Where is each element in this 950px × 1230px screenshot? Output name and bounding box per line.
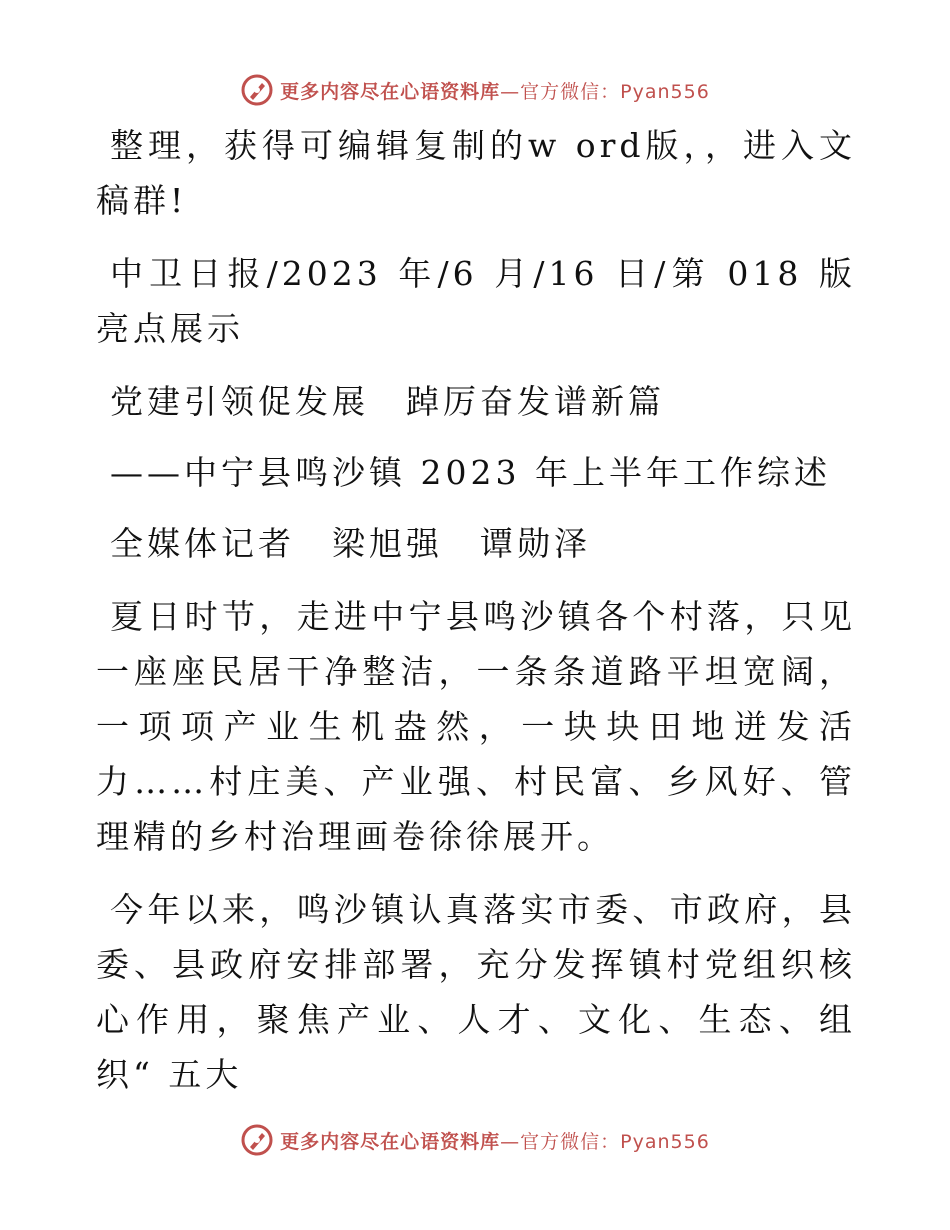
brand-logo-icon <box>240 1123 274 1157</box>
body-paragraph: 夏日时节，走进中宁县鸣沙镇各个村落，只见一座座民居干净整洁，一条条道路平坦宽阔，一项项产业生机盎然，一块块田地迸发活力……村庄美、产业强、村民富、乡风好、管理精的乡村治理画卷徐徐展开。 <box>96 597 856 856</box>
intro-line: 整理，获得可编辑复制的w ord版，，进入文稿群! <box>96 126 856 220</box>
body-paragraph: 今年以来，鸣沙镇认真落实市委、市政府，县委、县政府安排部署，充分发挥镇村党组织核心作用，聚焦产业、人才、文化、生态、组织“ 五大 <box>96 890 856 1094</box>
watermark-separator: — <box>500 80 521 103</box>
document-body <box>96 118 856 1102</box>
brand-logo-icon <box>240 73 274 107</box>
article-byline: 全媒体记者 梁旭强 谭勋泽 <box>110 524 591 563</box>
watermark-footer <box>0 1120 950 1160</box>
article-title: 党建引领促发展 踔厉奋发谱新篇 <box>110 382 665 421</box>
watermark-separator: — <box>500 1130 521 1153</box>
watermark-main-text: 更多内容尽在心语资料库 <box>280 1130 501 1153</box>
watermark-contact: 官方微信：Pyan556 <box>520 80 710 103</box>
watermark-header <box>0 70 950 110</box>
source-line: 中卫日报/2023 年/6 月/16 日/第 018 版亮点展示 <box>96 254 856 348</box>
watermark-main-text: 更多内容尽在心语资料库 <box>280 80 501 103</box>
watermark-text <box>280 77 710 104</box>
watermark-contact: 官方微信：Pyan556 <box>520 1130 710 1153</box>
watermark-text <box>280 1127 710 1154</box>
article-subtitle: ——中宁县鸣沙镇 2023 年上半年工作综述 <box>110 453 831 492</box>
